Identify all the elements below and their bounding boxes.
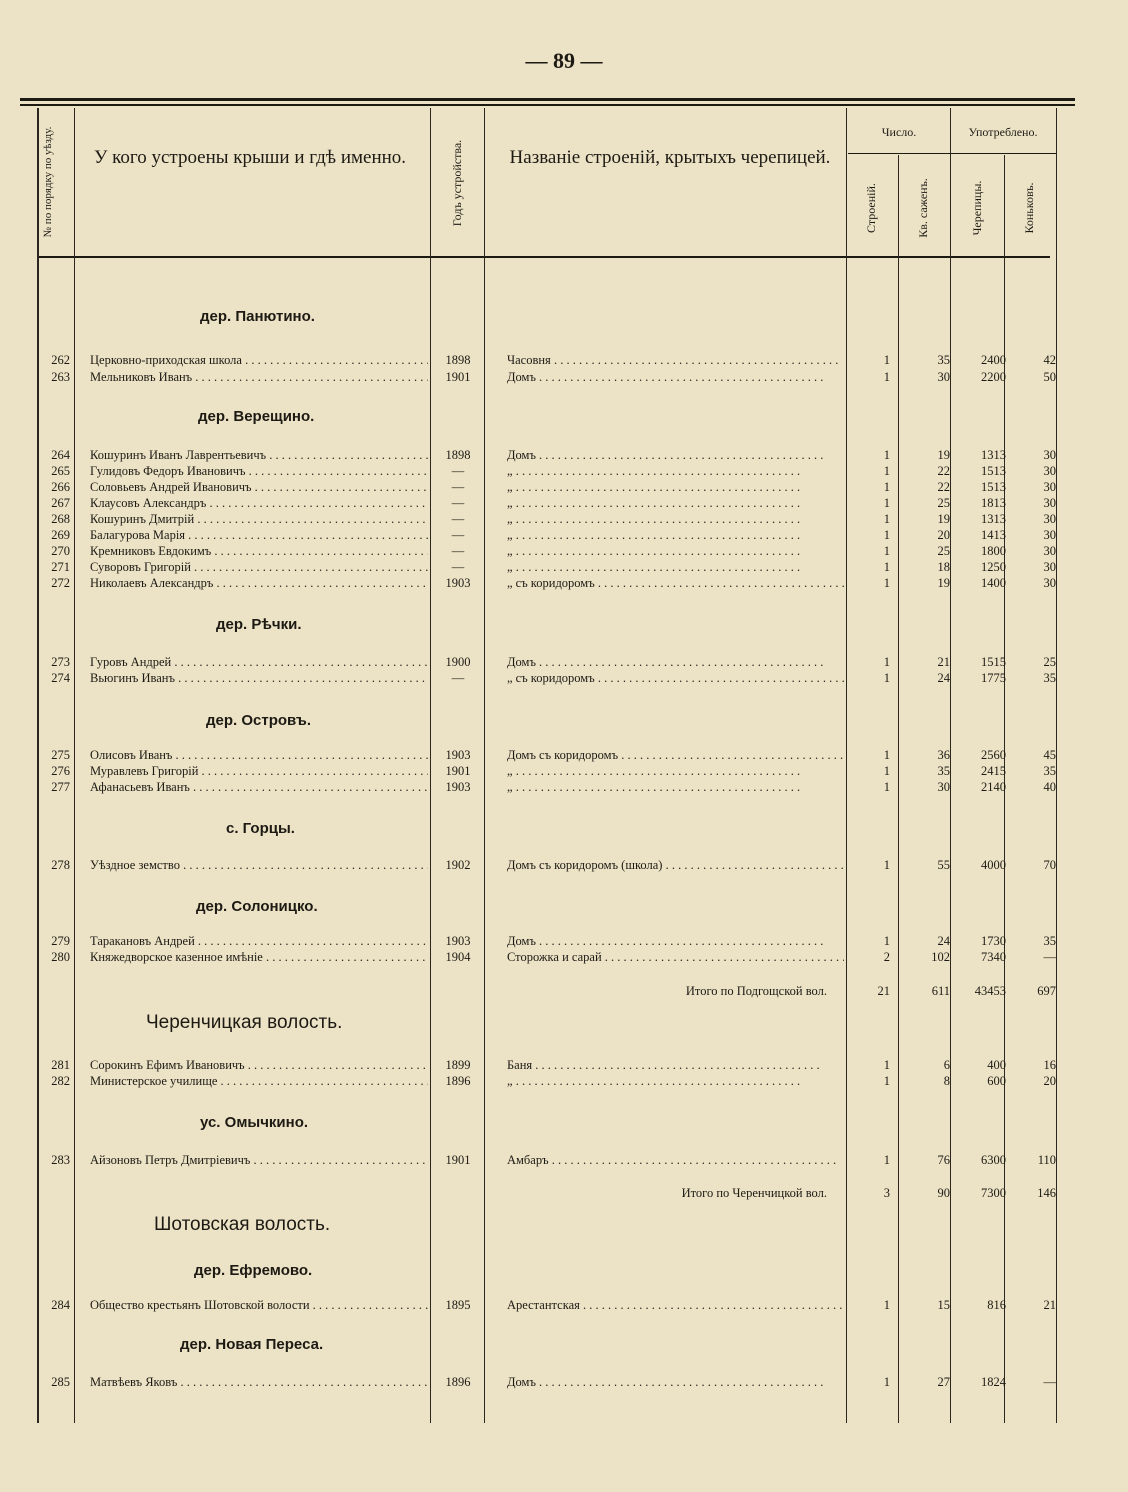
- row-num: 280: [51, 950, 70, 964]
- row-building: Арестантская . . .: [507, 1297, 844, 1313]
- row-num: 270: [51, 544, 70, 558]
- row-year: 1901: [445, 1153, 471, 1167]
- row-year: 1896: [445, 1375, 471, 1389]
- row-tiles: 1775: [981, 671, 1006, 685]
- table-row: [0, 369, 1128, 385]
- row-tiles: 7340: [981, 950, 1006, 964]
- header-sq: Кв. саженъ.: [916, 178, 930, 238]
- row-owner: Княжедворское казенное имѣніе . . .: [90, 949, 428, 965]
- header-count: Число.: [881, 125, 917, 139]
- row-year: 1899: [445, 1058, 471, 1072]
- section-heading: дер. Солоницко.: [196, 898, 318, 915]
- table-row: [0, 1297, 1128, 1313]
- row-building: Домъ . . .: [507, 1374, 844, 1390]
- row-tiles: 4000: [981, 858, 1006, 872]
- row-tiles: 1513: [981, 464, 1006, 478]
- row-tiles: 6300: [981, 1153, 1006, 1167]
- table-row: [0, 543, 1128, 559]
- row-tiles: 1730: [981, 934, 1006, 948]
- row-building: Домъ . . .: [507, 654, 844, 670]
- row-building: Домъ . . .: [507, 447, 844, 463]
- row-ridges: 42: [1043, 353, 1056, 367]
- row-year: 1904: [445, 950, 471, 964]
- row-tiles: 2140: [981, 780, 1006, 794]
- total-sq: 611: [931, 984, 950, 998]
- row-owner: Матвѣевъ Яковъ . . .: [90, 1374, 428, 1390]
- row-sq: 24: [937, 671, 950, 685]
- section-heading: дер. Верещино.: [198, 408, 315, 425]
- row-year: 1901: [445, 764, 471, 778]
- row-owner: Таракановъ Андрей . . .: [90, 933, 428, 949]
- row-year: —: [451, 480, 465, 494]
- row-num: 282: [51, 1074, 70, 1088]
- table-row: [0, 654, 1128, 670]
- row-owner: Афанасьевъ Иванъ . . .: [90, 779, 428, 795]
- row-building: Сторожка и сарай . . .: [507, 949, 844, 965]
- row-ridges: 30: [1043, 560, 1056, 574]
- row-ridges: 110: [1037, 1153, 1056, 1167]
- row-num: 267: [51, 496, 70, 510]
- section-heading: с. Горцы.: [226, 820, 295, 837]
- table-row: [0, 670, 1128, 686]
- row-ridges: 70: [1043, 858, 1056, 872]
- table-row: [0, 857, 1128, 873]
- row-ridges: 35: [1043, 764, 1056, 778]
- row-building: Домъ . . .: [507, 369, 844, 385]
- row-ridges: 30: [1043, 544, 1056, 558]
- section-heading: дер. Островъ.: [206, 712, 311, 729]
- volost-heading: Шотовская волость.: [154, 1214, 331, 1235]
- row-sq: 19: [937, 512, 950, 526]
- row-sq: 22: [937, 464, 950, 478]
- table-row: [0, 779, 1128, 795]
- row-ridges: 30: [1043, 448, 1056, 462]
- header-num: № по порядку по уѣзду.: [42, 126, 54, 238]
- header-building: Названіе строеній, крытыхъ черепицей.: [509, 147, 831, 168]
- section-heading: дер. Новая Переса.: [180, 1336, 324, 1353]
- row-sq: 21: [937, 655, 950, 669]
- row-sq: 36: [937, 748, 950, 762]
- row-year: 1896: [445, 1074, 471, 1088]
- row-ridges: 40: [1043, 780, 1056, 794]
- row-sq: 19: [937, 448, 950, 462]
- row-num: 275: [51, 748, 70, 762]
- row-year: 1895: [445, 1298, 471, 1312]
- table-row: [0, 1152, 1128, 1168]
- row-year: 1898: [445, 353, 471, 367]
- row-buildings: 1: [883, 764, 890, 778]
- row-buildings: 1: [883, 780, 890, 794]
- row-tiles: 1513: [981, 480, 1006, 494]
- row-building: Часовня . . .: [507, 352, 844, 368]
- row-building: „ . . .: [507, 779, 844, 795]
- section-heading: ус. Омычкино.: [200, 1114, 309, 1131]
- header-buildings: Строеній.: [864, 183, 878, 233]
- row-sq: 55: [937, 858, 950, 872]
- row-sq: 20: [937, 528, 950, 542]
- table-row: [0, 479, 1128, 495]
- row-ridges: 45: [1043, 748, 1056, 762]
- row-ridges: 20: [1043, 1074, 1056, 1088]
- row-num: 266: [51, 480, 70, 494]
- row-tiles: 1800: [981, 544, 1006, 558]
- row-building: Амбаръ . . .: [507, 1152, 844, 1168]
- row-ridges: 25: [1043, 655, 1056, 669]
- row-building: „ . . .: [507, 511, 844, 527]
- row-buildings: 1: [883, 528, 890, 542]
- top-rule: [20, 98, 1075, 101]
- row-tiles: 1400: [981, 576, 1006, 590]
- row-owner: Соловьевъ Андрей Ивановичъ . . .: [90, 479, 428, 495]
- table-row: [0, 527, 1128, 543]
- row-buildings: 1: [883, 1375, 890, 1389]
- total-sq: 90: [937, 1186, 950, 1200]
- row-sq: 24: [937, 934, 950, 948]
- row-owner: Кремниковъ Евдокимъ . . .: [90, 543, 428, 559]
- row-tiles: 400: [987, 1058, 1006, 1072]
- header-tiles: Черепицы.: [970, 180, 984, 236]
- row-num: 271: [51, 560, 70, 574]
- row-building: „ съ коридоромъ . . .: [507, 575, 844, 591]
- row-buildings: 1: [883, 1074, 890, 1088]
- row-ridges: 30: [1043, 464, 1056, 478]
- row-tiles: 1413: [981, 528, 1006, 542]
- row-owner: Николаевъ Александръ . . .: [90, 575, 428, 591]
- table-row: [0, 949, 1128, 965]
- row-sq: 35: [937, 764, 950, 778]
- row-num: 283: [51, 1153, 70, 1167]
- total-buildings: 21: [877, 984, 890, 998]
- row-tiles: 600: [987, 1074, 1006, 1088]
- row-year: —: [451, 512, 465, 526]
- row-num: 285: [51, 1375, 70, 1389]
- header-ridges: Коньковъ.: [1022, 182, 1036, 234]
- row-ridges: 50: [1043, 370, 1056, 384]
- row-ridges: 30: [1043, 576, 1056, 590]
- table-row: [0, 1374, 1128, 1390]
- row-num: 262: [51, 353, 70, 367]
- row-sq: 102: [931, 950, 950, 964]
- row-year: 1903: [445, 780, 471, 794]
- row-num: 281: [51, 1058, 70, 1072]
- row-year: 1900: [445, 655, 471, 669]
- row-buildings: 1: [883, 560, 890, 574]
- row-building: Домъ съ коридоромъ . . .: [507, 747, 844, 763]
- row-buildings: 1: [883, 576, 890, 590]
- row-buildings: 1: [883, 370, 890, 384]
- total-ridges: 146: [1037, 1186, 1056, 1200]
- row-owner: Сорокинъ Ефимъ Ивановичъ . . .: [90, 1057, 428, 1073]
- row-tiles: 1313: [981, 448, 1006, 462]
- row-year: 1901: [445, 370, 471, 384]
- row-buildings: 2: [883, 950, 890, 964]
- row-buildings: 1: [883, 544, 890, 558]
- volost-heading: Черенчицкая волость.: [146, 1012, 343, 1033]
- row-year: —: [451, 528, 465, 542]
- row-num: 273: [51, 655, 70, 669]
- section-heading: дер. Панютино.: [200, 308, 315, 325]
- row-tiles: 1250: [981, 560, 1006, 574]
- row-buildings: 1: [883, 934, 890, 948]
- row-sq: 76: [937, 1153, 950, 1167]
- row-tiles: 2415: [981, 764, 1006, 778]
- table-row: [0, 352, 1128, 368]
- header-used: Употреблено.: [968, 125, 1038, 139]
- total-row: [0, 1185, 1128, 1201]
- total-row: [0, 983, 1128, 999]
- table-row: [0, 575, 1128, 591]
- row-sq: 19: [937, 576, 950, 590]
- row-building: „ . . .: [507, 527, 844, 543]
- total-tiles: 7300: [981, 1186, 1006, 1200]
- row-building: „ . . .: [507, 559, 844, 575]
- table-row: [0, 763, 1128, 779]
- row-num: 276: [51, 764, 70, 778]
- row-building: Домъ съ коридоромъ (школа) . . .: [507, 857, 844, 873]
- row-buildings: 1: [883, 858, 890, 872]
- row-ridges: 21: [1043, 1298, 1056, 1312]
- row-building: „ . . .: [507, 495, 844, 511]
- table-row: [0, 447, 1128, 463]
- row-year: —: [451, 464, 465, 478]
- row-tiles: 1824: [981, 1375, 1006, 1389]
- row-tiles: 2560: [981, 748, 1006, 762]
- table-row: [0, 495, 1128, 511]
- row-year: 1903: [445, 934, 471, 948]
- row-sq: 35: [937, 353, 950, 367]
- table-row: [0, 463, 1128, 479]
- row-tiles: 1313: [981, 512, 1006, 526]
- row-tiles: 1813: [981, 496, 1006, 510]
- row-num: 279: [51, 934, 70, 948]
- row-tiles: 2200: [981, 370, 1006, 384]
- row-owner: Мельниковъ Иванъ . . .: [90, 369, 428, 385]
- row-num: 277: [51, 780, 70, 794]
- row-buildings: 1: [883, 1153, 890, 1167]
- row-ridges: 30: [1043, 480, 1056, 494]
- row-buildings: 1: [883, 480, 890, 494]
- row-buildings: 1: [883, 448, 890, 462]
- row-year: —: [451, 544, 465, 558]
- row-building: Баня . . .: [507, 1057, 844, 1073]
- section-heading: дер. Ефремово.: [194, 1262, 313, 1279]
- row-owner: Муравлевъ Григорій . . .: [90, 763, 428, 779]
- row-num: 268: [51, 512, 70, 526]
- row-ridges: 35: [1043, 934, 1056, 948]
- row-owner: Вьюгинъ Иванъ . . .: [90, 670, 428, 686]
- row-num: 263: [51, 370, 70, 384]
- row-year: 1903: [445, 748, 471, 762]
- row-num: 278: [51, 858, 70, 872]
- row-ridges: —: [1043, 950, 1056, 964]
- row-owner: Общество крестьянъ Шотовской волости . . .: [90, 1297, 428, 1313]
- table-row: [0, 511, 1128, 527]
- row-sq: 6: [943, 1058, 950, 1072]
- row-owner: Министерское училище . . .: [90, 1073, 428, 1089]
- row-sq: 18: [937, 560, 950, 574]
- row-ridges: 30: [1043, 496, 1056, 510]
- row-ridges: —: [1043, 1375, 1056, 1389]
- row-sq: 25: [937, 496, 950, 510]
- row-buildings: 1: [883, 512, 890, 526]
- total-ridges: 697: [1037, 984, 1056, 998]
- row-buildings: 1: [883, 464, 890, 478]
- section-heading: дер. Рѣчки.: [216, 616, 302, 633]
- top-rule-thin: [20, 104, 1075, 106]
- row-owner: Клаусовъ Александръ . . .: [90, 495, 428, 511]
- row-buildings: 1: [883, 496, 890, 510]
- total-label: Итого по Подгощской вол.: [685, 984, 827, 998]
- row-sq: 15: [937, 1298, 950, 1312]
- row-ridges: 16: [1043, 1058, 1056, 1072]
- row-owner: Балагурова Марія . . .: [90, 527, 428, 543]
- table-row: [0, 559, 1128, 575]
- row-building: „ . . .: [507, 763, 844, 779]
- row-owner: Суворовъ Григорій . . .: [90, 559, 428, 575]
- row-owner: Кошуринъ Дмитрій . . .: [90, 511, 428, 527]
- table-row: [0, 1057, 1128, 1073]
- row-num: 269: [51, 528, 70, 542]
- table-row: [0, 747, 1128, 763]
- row-num: 265: [51, 464, 70, 478]
- row-building: Домъ . . .: [507, 933, 844, 949]
- row-building: „ съ коридоромъ . . .: [507, 670, 844, 686]
- table-row: [0, 1073, 1128, 1089]
- row-owner: Уѣздное земство . . .: [90, 857, 428, 873]
- row-year: 1903: [445, 576, 471, 590]
- row-buildings: 1: [883, 655, 890, 669]
- row-buildings: 1: [883, 353, 890, 367]
- row-building: „ . . .: [507, 479, 844, 495]
- row-num: 264: [51, 448, 70, 462]
- row-tiles: 1515: [981, 655, 1006, 669]
- row-buildings: 1: [883, 1058, 890, 1072]
- row-year: 1902: [445, 858, 471, 872]
- row-tiles: 2400: [981, 353, 1006, 367]
- header-owner: У кого устроены крыши и гдѣ именно.: [93, 147, 407, 168]
- row-num: 272: [51, 576, 70, 590]
- row-ridges: 35: [1043, 671, 1056, 685]
- row-building: „ . . .: [507, 463, 844, 479]
- table-row: [0, 933, 1128, 949]
- total-buildings: 3: [883, 1186, 890, 1200]
- row-buildings: 1: [883, 748, 890, 762]
- row-num: 284: [51, 1298, 70, 1312]
- row-year: —: [451, 671, 465, 685]
- total-tiles: 43453: [974, 984, 1006, 998]
- row-ridges: 30: [1043, 528, 1056, 542]
- row-buildings: 1: [883, 671, 890, 685]
- row-num: 274: [51, 671, 70, 685]
- row-owner: Олисовъ Иванъ . . .: [90, 747, 428, 763]
- row-owner: Гулидовъ Федоръ Ивановичъ . . .: [90, 463, 428, 479]
- row-owner: Гуровъ Андрей . . .: [90, 654, 428, 670]
- row-sq: 25: [937, 544, 950, 558]
- row-building: „ . . .: [507, 1073, 844, 1089]
- row-sq: 8: [943, 1074, 950, 1088]
- row-owner: Церковно-приходская школа . . .: [90, 352, 428, 368]
- row-sq: 30: [937, 780, 950, 794]
- row-owner: Айзоновъ Петръ Дмитріевичъ . . .: [90, 1152, 428, 1168]
- row-ridges: 30: [1043, 512, 1056, 526]
- page-number: — 89 —: [525, 48, 603, 73]
- row-year: —: [451, 560, 465, 574]
- row-owner: Кошуринъ Иванъ Лаврентьевичъ . . .: [90, 447, 428, 463]
- row-sq: 22: [937, 480, 950, 494]
- total-label: Итого по Черенчицкой вол.: [681, 1186, 827, 1200]
- row-year: —: [451, 496, 465, 510]
- row-building: „ . . .: [507, 543, 844, 559]
- row-year: 1898: [445, 448, 471, 462]
- row-sq: 27: [937, 1375, 950, 1389]
- row-tiles: 816: [987, 1298, 1006, 1312]
- row-buildings: 1: [883, 1298, 890, 1312]
- row-sq: 30: [937, 370, 950, 384]
- header-year: Годъ устройства.: [450, 139, 464, 227]
- group-rule: [848, 153, 1056, 154]
